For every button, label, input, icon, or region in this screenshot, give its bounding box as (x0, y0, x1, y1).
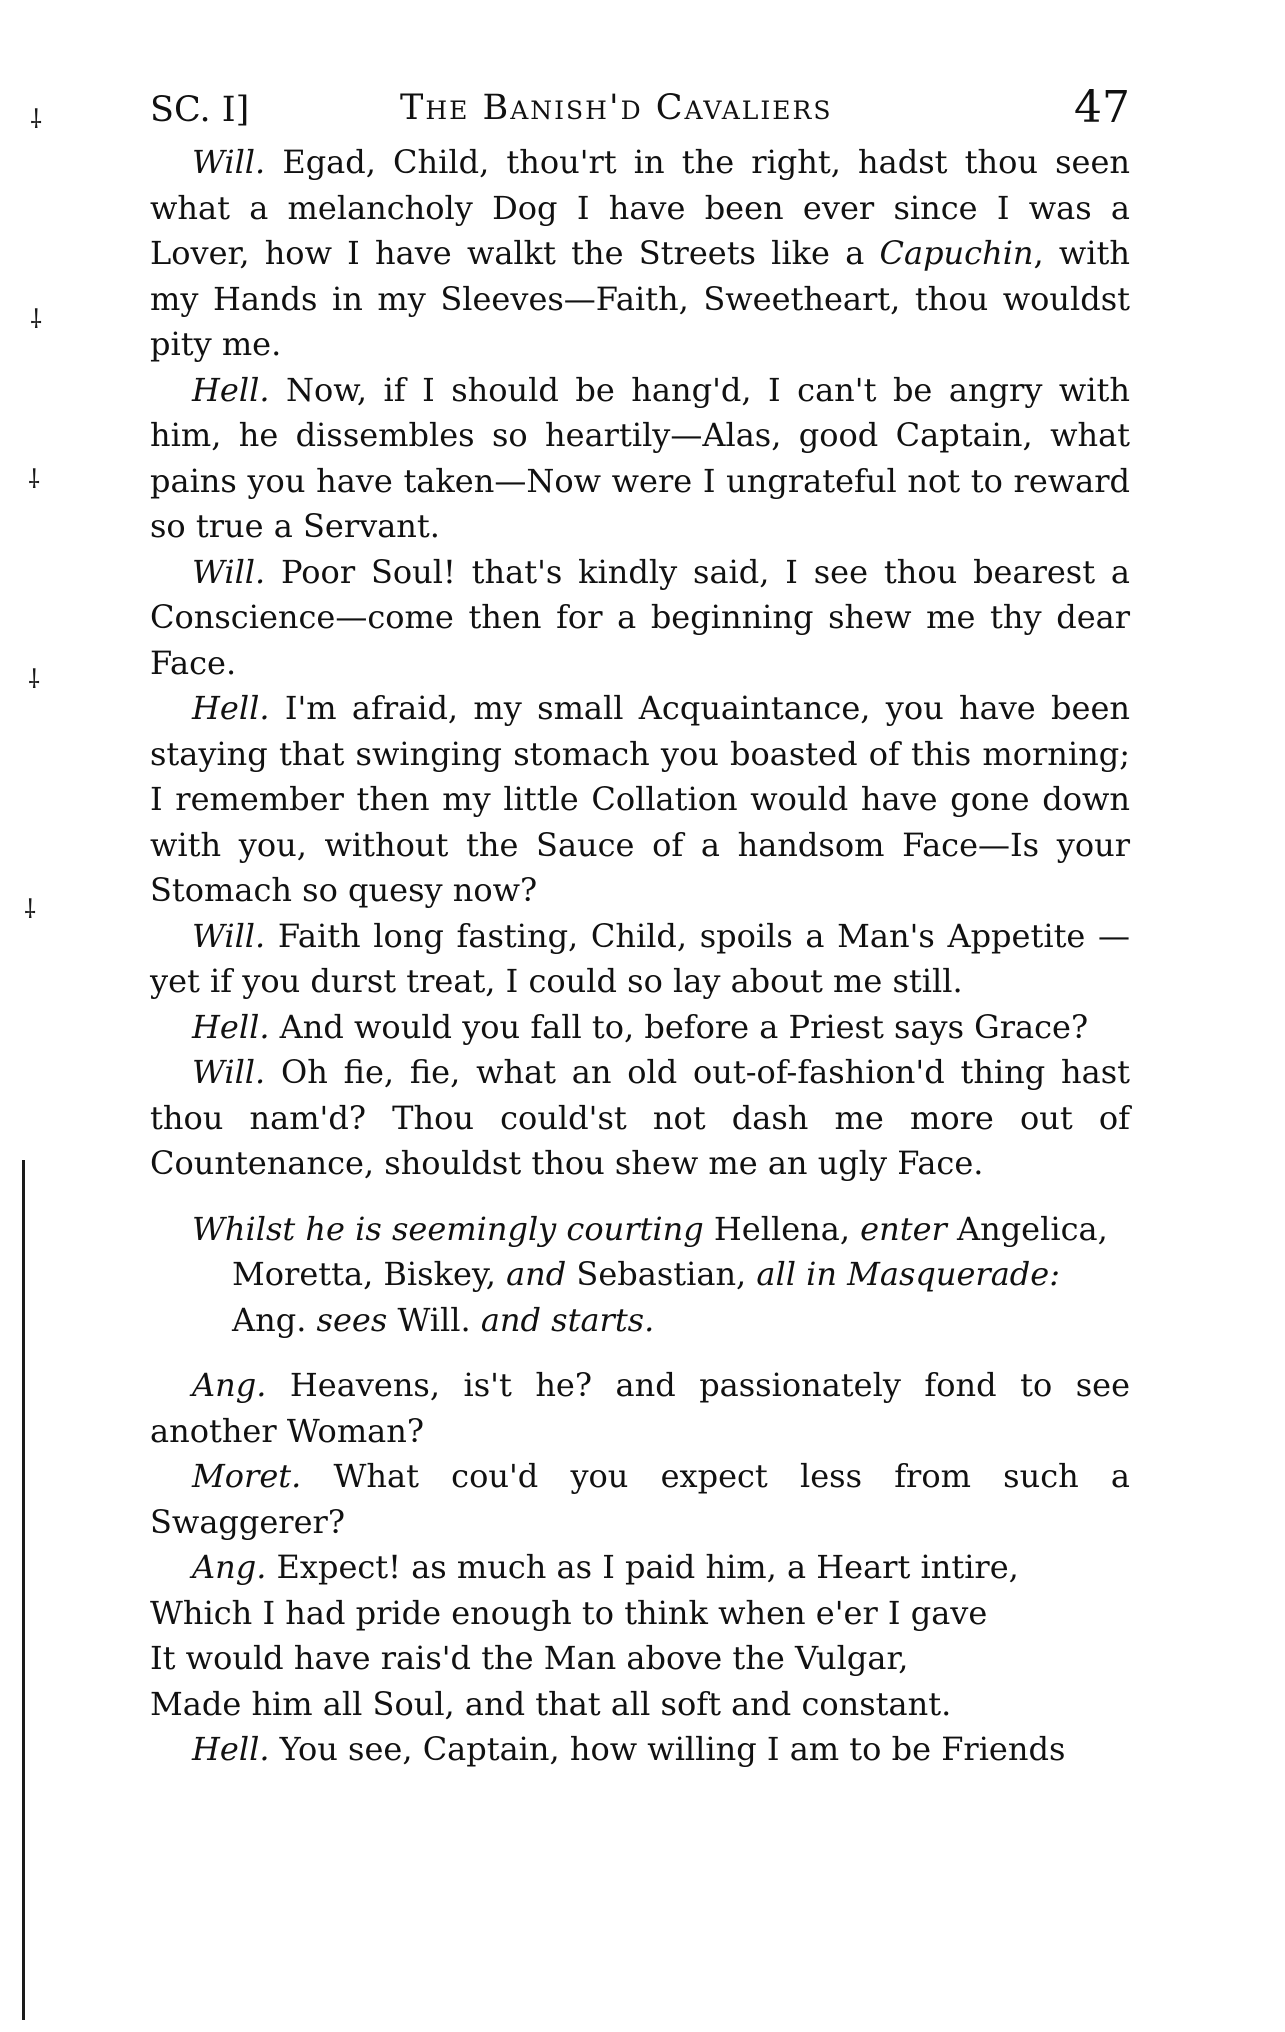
stage-italic: enter (860, 1209, 947, 1248)
character-name: Sebastian, (576, 1255, 747, 1293)
verse-line: It would have rais'd the Man above the Vulgar, (150, 1639, 909, 1677)
speech (150, 686, 1130, 914)
stage-italic: Whilst he is seemingly courting (192, 1209, 704, 1248)
speech (150, 1363, 1130, 1454)
binding-speck: ⸸ (24, 895, 37, 925)
speech-text: Egad, Child, thou'rt in the right, hadst thou seen what a melancholy Dog I have been ever since I was a Lover, how I have walkt the Streets like a (150, 143, 1131, 272)
binding-speck: ⸸ (28, 665, 41, 695)
verse-line: Made him all Soul, and that all soft and constant. (150, 1684, 952, 1723)
character-name: Angelica, Moretta, Biskey, (232, 1209, 1108, 1293)
speech (150, 1545, 1130, 1591)
character-name: Ang. (232, 1300, 307, 1339)
speaker-name: Will. (192, 916, 266, 955)
speech-text: Heavens, is't he? and passionately fond to see another Woman? (150, 1366, 1131, 1450)
speech-text: Expect! as much as I paid him, a Heart intire, (276, 1548, 1019, 1586)
speech-text: You see, Captain, how willing I am to be Friends (279, 1730, 1066, 1768)
speaker-name: Will. (192, 552, 266, 591)
scene-marker: SC. I] (150, 90, 250, 130)
verse-line: Which I had pride enough to think when e'er I gave (150, 1593, 988, 1632)
speech-text: Poor Soul! that's kindly said, I see thou bearest a Conscience—come then for a beginning shew me thy dear Face. (150, 552, 1131, 682)
stage-italic: all in Masquerade: (756, 1255, 1060, 1293)
page-number: 47 (1074, 82, 1130, 133)
page-body (150, 140, 1130, 1773)
speech (150, 140, 1130, 368)
speaker-name: Hell. (192, 370, 270, 409)
speech (150, 1050, 1130, 1187)
speaker-name: Will. (192, 143, 266, 181)
speech (150, 368, 1130, 550)
speech (150, 1005, 1130, 1051)
binding-edge-shadow (22, 1160, 25, 2020)
stage-direction (192, 1207, 1130, 1344)
stage-italic: and (506, 1255, 567, 1293)
speech (150, 550, 1130, 687)
speech-text: And would you fall to, before a Priest says Grace? (279, 1007, 1089, 1046)
speaker-name: Hell. (192, 1007, 270, 1046)
running-title: The Banish'd Cavaliers (400, 88, 833, 128)
speech-text: Now, if I should be hang'd, I can't be angry with him, he dissembles so heartily—Alas, good Captain, what pains you have taken—Now were I ungrateful not to reward so true a Servant. (150, 370, 1131, 545)
page-header (150, 82, 1130, 142)
speaker-name: Will. (192, 1053, 266, 1091)
character-name: Hellena, (713, 1209, 850, 1248)
speech-text: Faith long fasting, Child, spoils a Man's Appetite —yet if you durst treat, I could so lay about me still. (150, 916, 1131, 1000)
speech (150, 914, 1130, 1005)
speaker-name: Ang. (192, 1548, 267, 1586)
binding-speck: ⸸ (30, 105, 43, 135)
speaker-name: Hell. (192, 1730, 270, 1768)
speaker-name: Hell. (192, 689, 270, 727)
binding-speck: ⸸ (30, 305, 43, 335)
speech (150, 1727, 1130, 1773)
speaker-name: Moret. (192, 1457, 302, 1495)
speech-text: , with my Hands in my Sleeves—Faith, Sweetheart, thou wouldst pity me. (150, 234, 1131, 363)
stage-italic: sees (316, 1300, 388, 1339)
speech-text: I'm afraid, my small Acquaintance, you have been staying that swinging stomach you boasted of this morning; I remember then my little Collation would have gone down with you, without the Sauce of a handsom Face—Is your Stomach so quesy now? (150, 689, 1131, 909)
speech (150, 1454, 1130, 1545)
character-name: Will. (397, 1300, 471, 1339)
speaker-name: Ang. (192, 1366, 267, 1404)
binding-speck: ⸸ (28, 465, 41, 495)
speech-text: What cou'd you expect less from such a Swaggerer? (150, 1457, 1131, 1541)
stage-italic: and starts. (480, 1300, 655, 1339)
speech-text: Oh fie, fie, what an old out-of-fashion'd thing hast thou nam'd? Thou could'st not dash me more out of Countenance, shouldst thou shew me an ugly Face. (150, 1053, 1131, 1182)
speech-text-italic: Capuchin (879, 234, 1034, 272)
